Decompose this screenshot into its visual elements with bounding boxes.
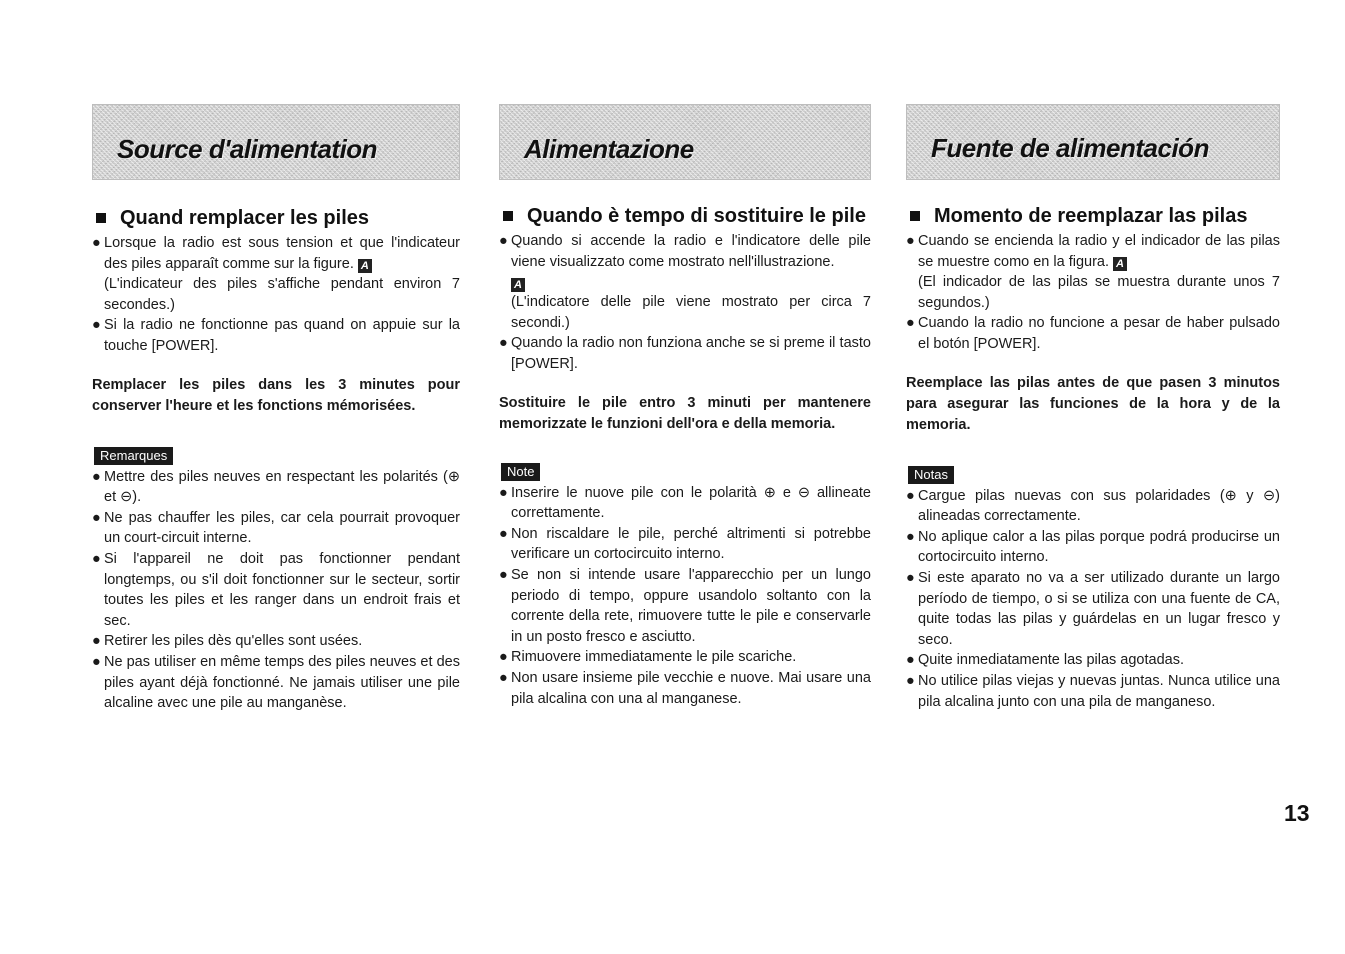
list-item: ● Ne pas utiliser en même temps des piles neuves et des piles ayant déjà fonctionné. Ne jamais utiliser une pile alcaline avec une pile au manganèse. (92, 653, 460, 712)
section-banner (906, 104, 1280, 180)
list-item: ● Cuando se encienda la radio y el indicador de las pilas se muestre como en la figura. A (906, 233, 1280, 270)
replacement-conditions-list (92, 233, 460, 274)
important-note: Sostituire le pile entro 3 minuti per mantenere memorizzate le funzioni dell'ora e della memoria. (499, 394, 871, 432)
important-note: Remplacer les piles dans les 3 minutes pour conserver l'heure et les fonctions mémorisées. (92, 376, 460, 414)
heading-text: Momento de reemplazar las pilas (934, 205, 1248, 227)
notes-list (906, 486, 1280, 713)
notes-list (92, 467, 460, 714)
bullet-icon: ● (92, 235, 101, 251)
replacement-conditions-list (906, 231, 1280, 272)
notes-list (499, 483, 871, 710)
section-banner (92, 104, 460, 180)
banner-title: Alimentazione (524, 134, 694, 164)
square-bullet-icon (96, 213, 106, 223)
notes-label: Remarques (94, 447, 173, 465)
list-item: ● No aplique calor a las pilas porque podrá producirse un cortocircuito interno. (906, 528, 1280, 566)
important-note: Reemplace las pilas antes de que pasen 3 minutos para asegurar las funciones de la hora y de la memoria. (906, 374, 1280, 433)
list-item: ● Cuando la radio no funcione a pesar de haber pulsado el botón [POWER]. (906, 315, 1280, 352)
indicator-duration-note: (L'indicatore delle pile viene mostrato per circa 7 secondi.) (511, 294, 871, 331)
heading-text: Quand remplacer les piles (120, 207, 369, 229)
figure-a-icon: A (1113, 257, 1127, 271)
list-item: ● Inserire le nuove pile con le polarità ⊕ e ⊖ allineate correttamente. (499, 484, 871, 522)
bullet-icon: ● (499, 335, 508, 352)
bullet-icon: ● (92, 317, 101, 334)
indicator-duration-note: (El indicador de las pilas se muestra durante unos 7 segundos.) (918, 274, 1280, 311)
section-heading (499, 203, 871, 229)
list-item: ● Cargue pilas nuevas con sus polaridades (⊕ y ⊖) alineadas correctamente. (906, 487, 1280, 525)
list-item: ● Lorsque la radio est sous tension et que l'indicateur des piles apparaît comme sur la figure. A (92, 235, 460, 272)
list-item: ● Quite inmediatamente las pilas agotadas. (906, 652, 1184, 669)
list-item: ● Si este aparato no va a ser utilizado durante un largo período de tiempo, o si se utiliza con una fuente de CA, quite todas las pilas y guárdelas en un lugar fresco y seco. (906, 569, 1280, 648)
replacement-conditions-list-continued (499, 333, 871, 374)
list-item: ● Rimuovere immediatamente le pile scariche. (499, 649, 797, 666)
bullet-icon: ● (906, 315, 915, 332)
list-item: ● Non usare insieme pile vecchie e nuove. Mai usare una pila alcalina con una al manganese. (499, 669, 871, 707)
list-item: ● Ne pas chauffer les piles, car cela pourrait provoquer un court-circuit interne. (92, 509, 460, 547)
square-bullet-icon (503, 211, 513, 221)
notes-label: Notas (908, 466, 954, 484)
list-item: ● Si l'appareil ne doit pas fonctionner pendant longtemps, ou s'il doit fonctionner sur le secteur, sortir toutes les piles et les ranger dans un endroit frais et sec. (92, 550, 460, 629)
replacement-conditions-list (499, 231, 871, 272)
list-item: ● Si la radio ne fonctionne pas quand on appuie sur la touche [POWER]. (92, 317, 460, 354)
section-heading (92, 205, 460, 231)
list-item: ● Se non si intende usare l'apparecchio per un lungo periodo di tempo, oppure usandolo soltanto con la corrente della rete, rimuovere tutte le pile e conservarle in un posto fresco e asciutto. (499, 566, 871, 645)
heading-text: Quando è tempo di sostituire le pile (527, 205, 866, 227)
square-bullet-icon (910, 211, 920, 221)
banner-title: Fuente de alimentación (931, 133, 1209, 163)
list-item: ● Non riscaldare le pile, perché altrimenti si potrebbe verificare un cortocircuito interno. (499, 525, 871, 563)
italian-column (499, 104, 871, 709)
bullet-icon: ● (906, 233, 915, 249)
indicator-duration-note: (L'indicateur des piles s'affiche pendant environ 7 secondes.) (104, 276, 460, 313)
list-item: ● No utilice pilas viejas y nuevas juntas. Nunca utilice una pila alcalina junto con una pila de manganeso. (906, 672, 1280, 710)
spanish-column (906, 104, 1280, 712)
replacement-conditions-list-continued (92, 315, 460, 356)
notes-label: Note (501, 463, 540, 481)
list-item: ● Quando la radio non funziona anche se si preme il tasto [POWER]. (499, 335, 871, 372)
section-heading (906, 203, 1280, 229)
banner-title: Source d'alimentation (117, 134, 378, 164)
section-banner (499, 104, 871, 180)
bullet-icon: ● (499, 233, 508, 249)
figure-a-icon: A (511, 278, 525, 292)
page-number: 13 (1284, 800, 1310, 826)
french-column (92, 104, 460, 714)
list-item: ● Mettre des piles neuves en respectant les polarités (⊕ et ⊖). (92, 468, 460, 506)
list-item: ● Retirer les piles dès qu'elles sont usées. (92, 633, 363, 650)
figure-a-icon: A (358, 259, 372, 273)
list-item: ● Quando si accende la radio e l'indicatore delle pile viene visualizzato come mostrato nell'illustrazione. (499, 233, 871, 270)
replacement-conditions-list-continued (906, 313, 1280, 354)
